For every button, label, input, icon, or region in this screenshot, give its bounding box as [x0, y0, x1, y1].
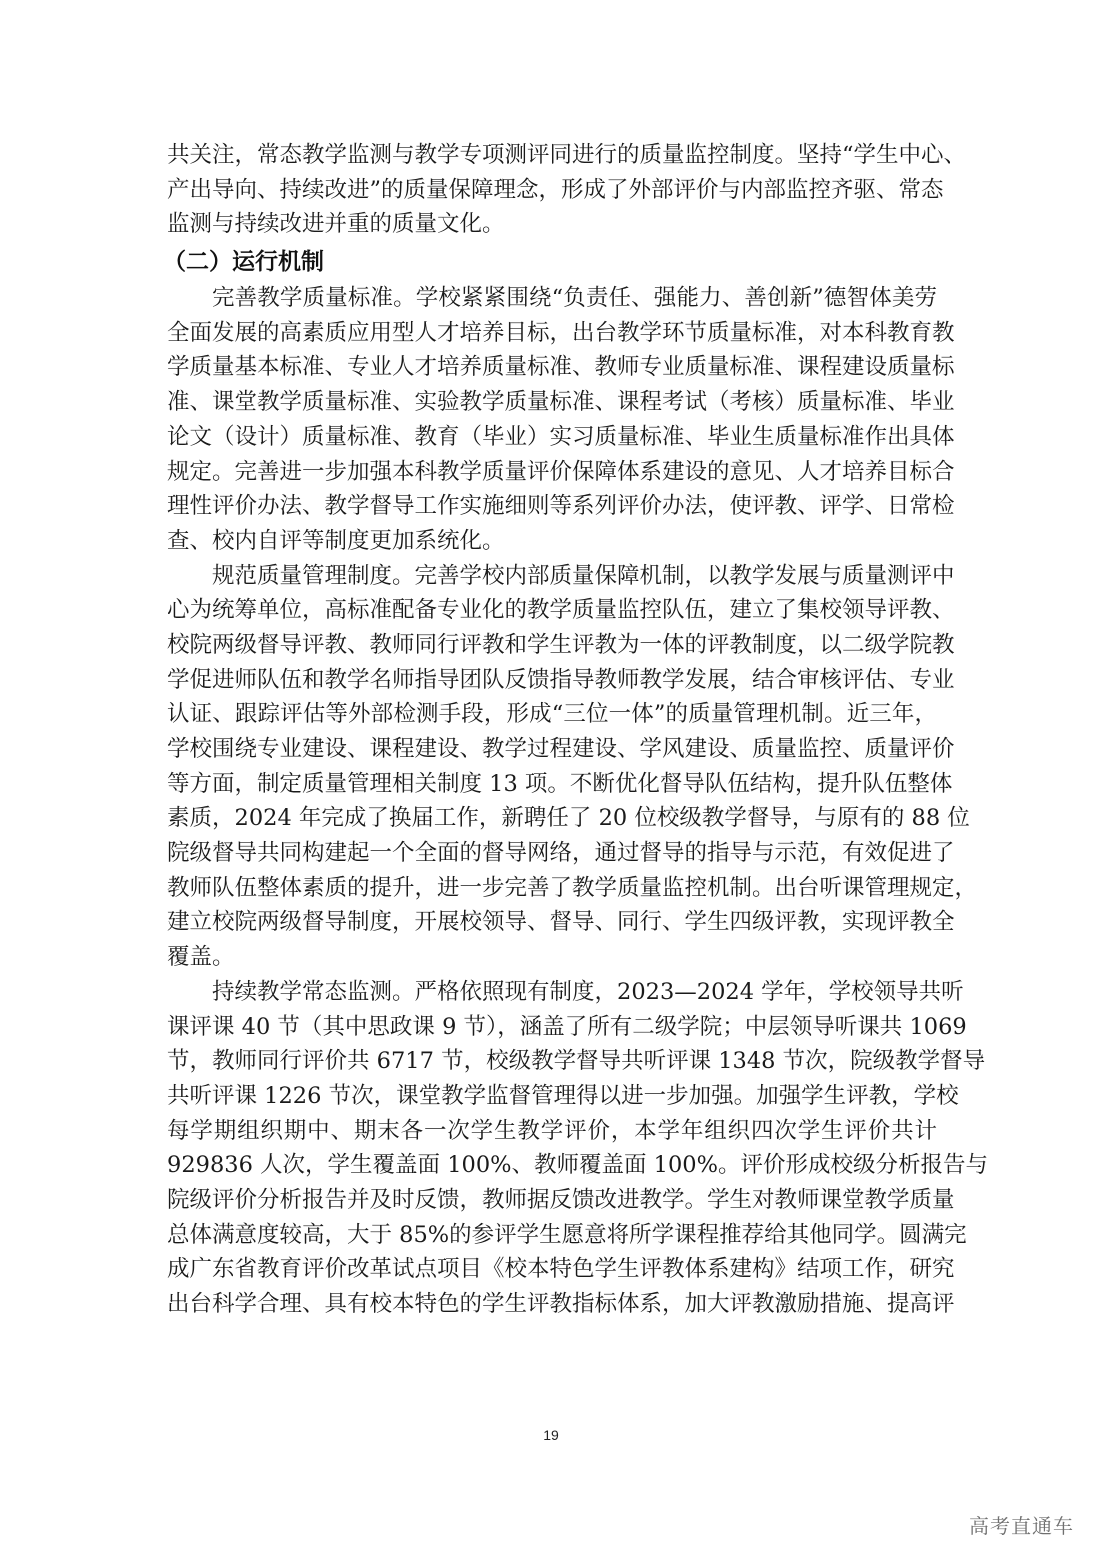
text-line: 规范质量管理制度。完善学校内部质量保障机制，以教学发展与质量测评中: [212, 562, 955, 589]
text-line: 学促进师队伍和教学名师指导团队反馈指导教师教学发展，结合审核评估、专业: [167, 666, 955, 693]
text-line: 持续教学常态监测。严格依照现有制度，2023—2024 学年，学校领导共听: [212, 978, 964, 1005]
section-heading: （二）运行机制: [163, 249, 324, 276]
text-line: 建立校院两级督导制度，开展校领导、督导、同行、学生四级评教，实现评教全: [167, 909, 955, 936]
text-line: 学校围绕专业建设、课程建设、教学过程建设、学风建设、质量监控、质量评价: [167, 736, 955, 762]
text-line: 共关注，常态教学监测与教学专项测评同进行的质量监控制度。坚持“学生中心、: [167, 142, 967, 168]
paragraph-quality-standards: [167, 281, 955, 559]
text-line: 929836 人次，学生覆盖面 100%、教师覆盖面 100%。评价形成校级分析报告与: [167, 1152, 988, 1179]
text-line: 学质量基本标准、专业人才培养质量标准、教师专业质量标准、课程建设质量标: [167, 354, 955, 381]
text-line: 总体满意度较高，大于 85%的参评学生愿意将所学课程推荐给其他同学。圆满完: [167, 1221, 967, 1248]
watermark-text: 高考直通车: [969, 1514, 1074, 1538]
text-line: 产出导向、持续改进”的质量保障理念，形成了外部评价与内部监控齐驱、常态: [167, 176, 944, 203]
text-line: 认证、跟踪评估等外部检测手段，形成“三位一体”的质量管理机制。近三年，: [167, 701, 937, 728]
paragraph-monitoring: [167, 975, 988, 1322]
text-line: 完善教学质量标准。学校紧紧围绕“负责任、强能力、善创新”德智体美劳: [212, 285, 937, 312]
text-line: 教师队伍整体素质的提升，进一步完善了教学质量监控机制。出台听课管理规定，: [167, 874, 978, 901]
text-line: 每学期组织期中、期末各一次学生教学评价，本学年组织四次学生评价共计: [167, 1117, 937, 1144]
text-line: 共听评课 1226 节次，课堂教学监督管理得以进一步加强。加强学生评教，学校: [167, 1082, 959, 1109]
text-line: 院级评价分析报告并及时反馈，教师据反馈改进教学。学生对教师课堂教学质量: [167, 1186, 955, 1213]
text-line: 素质，2024 年完成了换届工作，新聘任了 20 位校级教学督导，与原有的 88 位: [167, 805, 970, 832]
document-body: [163, 138, 988, 1322]
text-line: 校院两级督导评教、教师同行评教和学生评教为一体的评教制度，以二级学院教: [167, 631, 955, 658]
intro-paragraph: [167, 138, 967, 242]
text-line: 全面发展的高素质应用型人才培养目标，出台教学环节质量标准，对本科教育教: [167, 319, 955, 346]
text-line: 院级督导共同构建起一个全面的督导网络，通过督导的指导与示范，有效促进了: [167, 840, 955, 867]
text-line: 课评课 40 节（其中思政课 9 节），涵盖了所有二级学院；中层领导听课共 1069: [167, 1013, 967, 1040]
text-line: 理性评价办法、教学督导工作实施细则等系列评价办法，使评教、评学、日常检: [167, 493, 955, 520]
text-line: 覆盖。: [167, 944, 235, 971]
paragraph-quality-management: [167, 559, 978, 975]
text-line: 成广东省教育评价改革试点项目《校本特色学生评教体系建构》结项工作，研究: [167, 1256, 955, 1283]
text-line: 出台科学合理、具有校本特色的学生评教指标体系，加大评教激励措施、提高评: [167, 1291, 955, 1317]
text-line: 论文（设计）质量标准、教育（毕业）实习质量标准、毕业生质量标准作出具体: [167, 423, 955, 450]
text-line: 心为统筹单位，高标准配备专业化的教学质量监控队伍，建立了集校领导评教、: [167, 597, 955, 624]
text-line: 监测与持续改进并重的质量文化。: [167, 211, 505, 238]
text-line: 节，教师同行评价共 6717 节，校级教学督导共听评课 1348 节次，院级教学督导: [167, 1048, 986, 1075]
text-line: 等方面，制定质量管理相关制度 13 项。不断优化督导队伍结构，提升队伍整体: [167, 770, 953, 797]
text-line: 准、课堂教学质量标准、实验教学质量标准、课程考试（考核）质量标准、毕业: [167, 389, 955, 416]
text-line: 查、校内自评等制度更加系统化。: [167, 527, 505, 554]
text-line: 规定。完善进一步加强本科教学质量评价保障体系建设的意见、人才培养目标合: [167, 458, 955, 485]
page-number: 19: [543, 1427, 559, 1443]
